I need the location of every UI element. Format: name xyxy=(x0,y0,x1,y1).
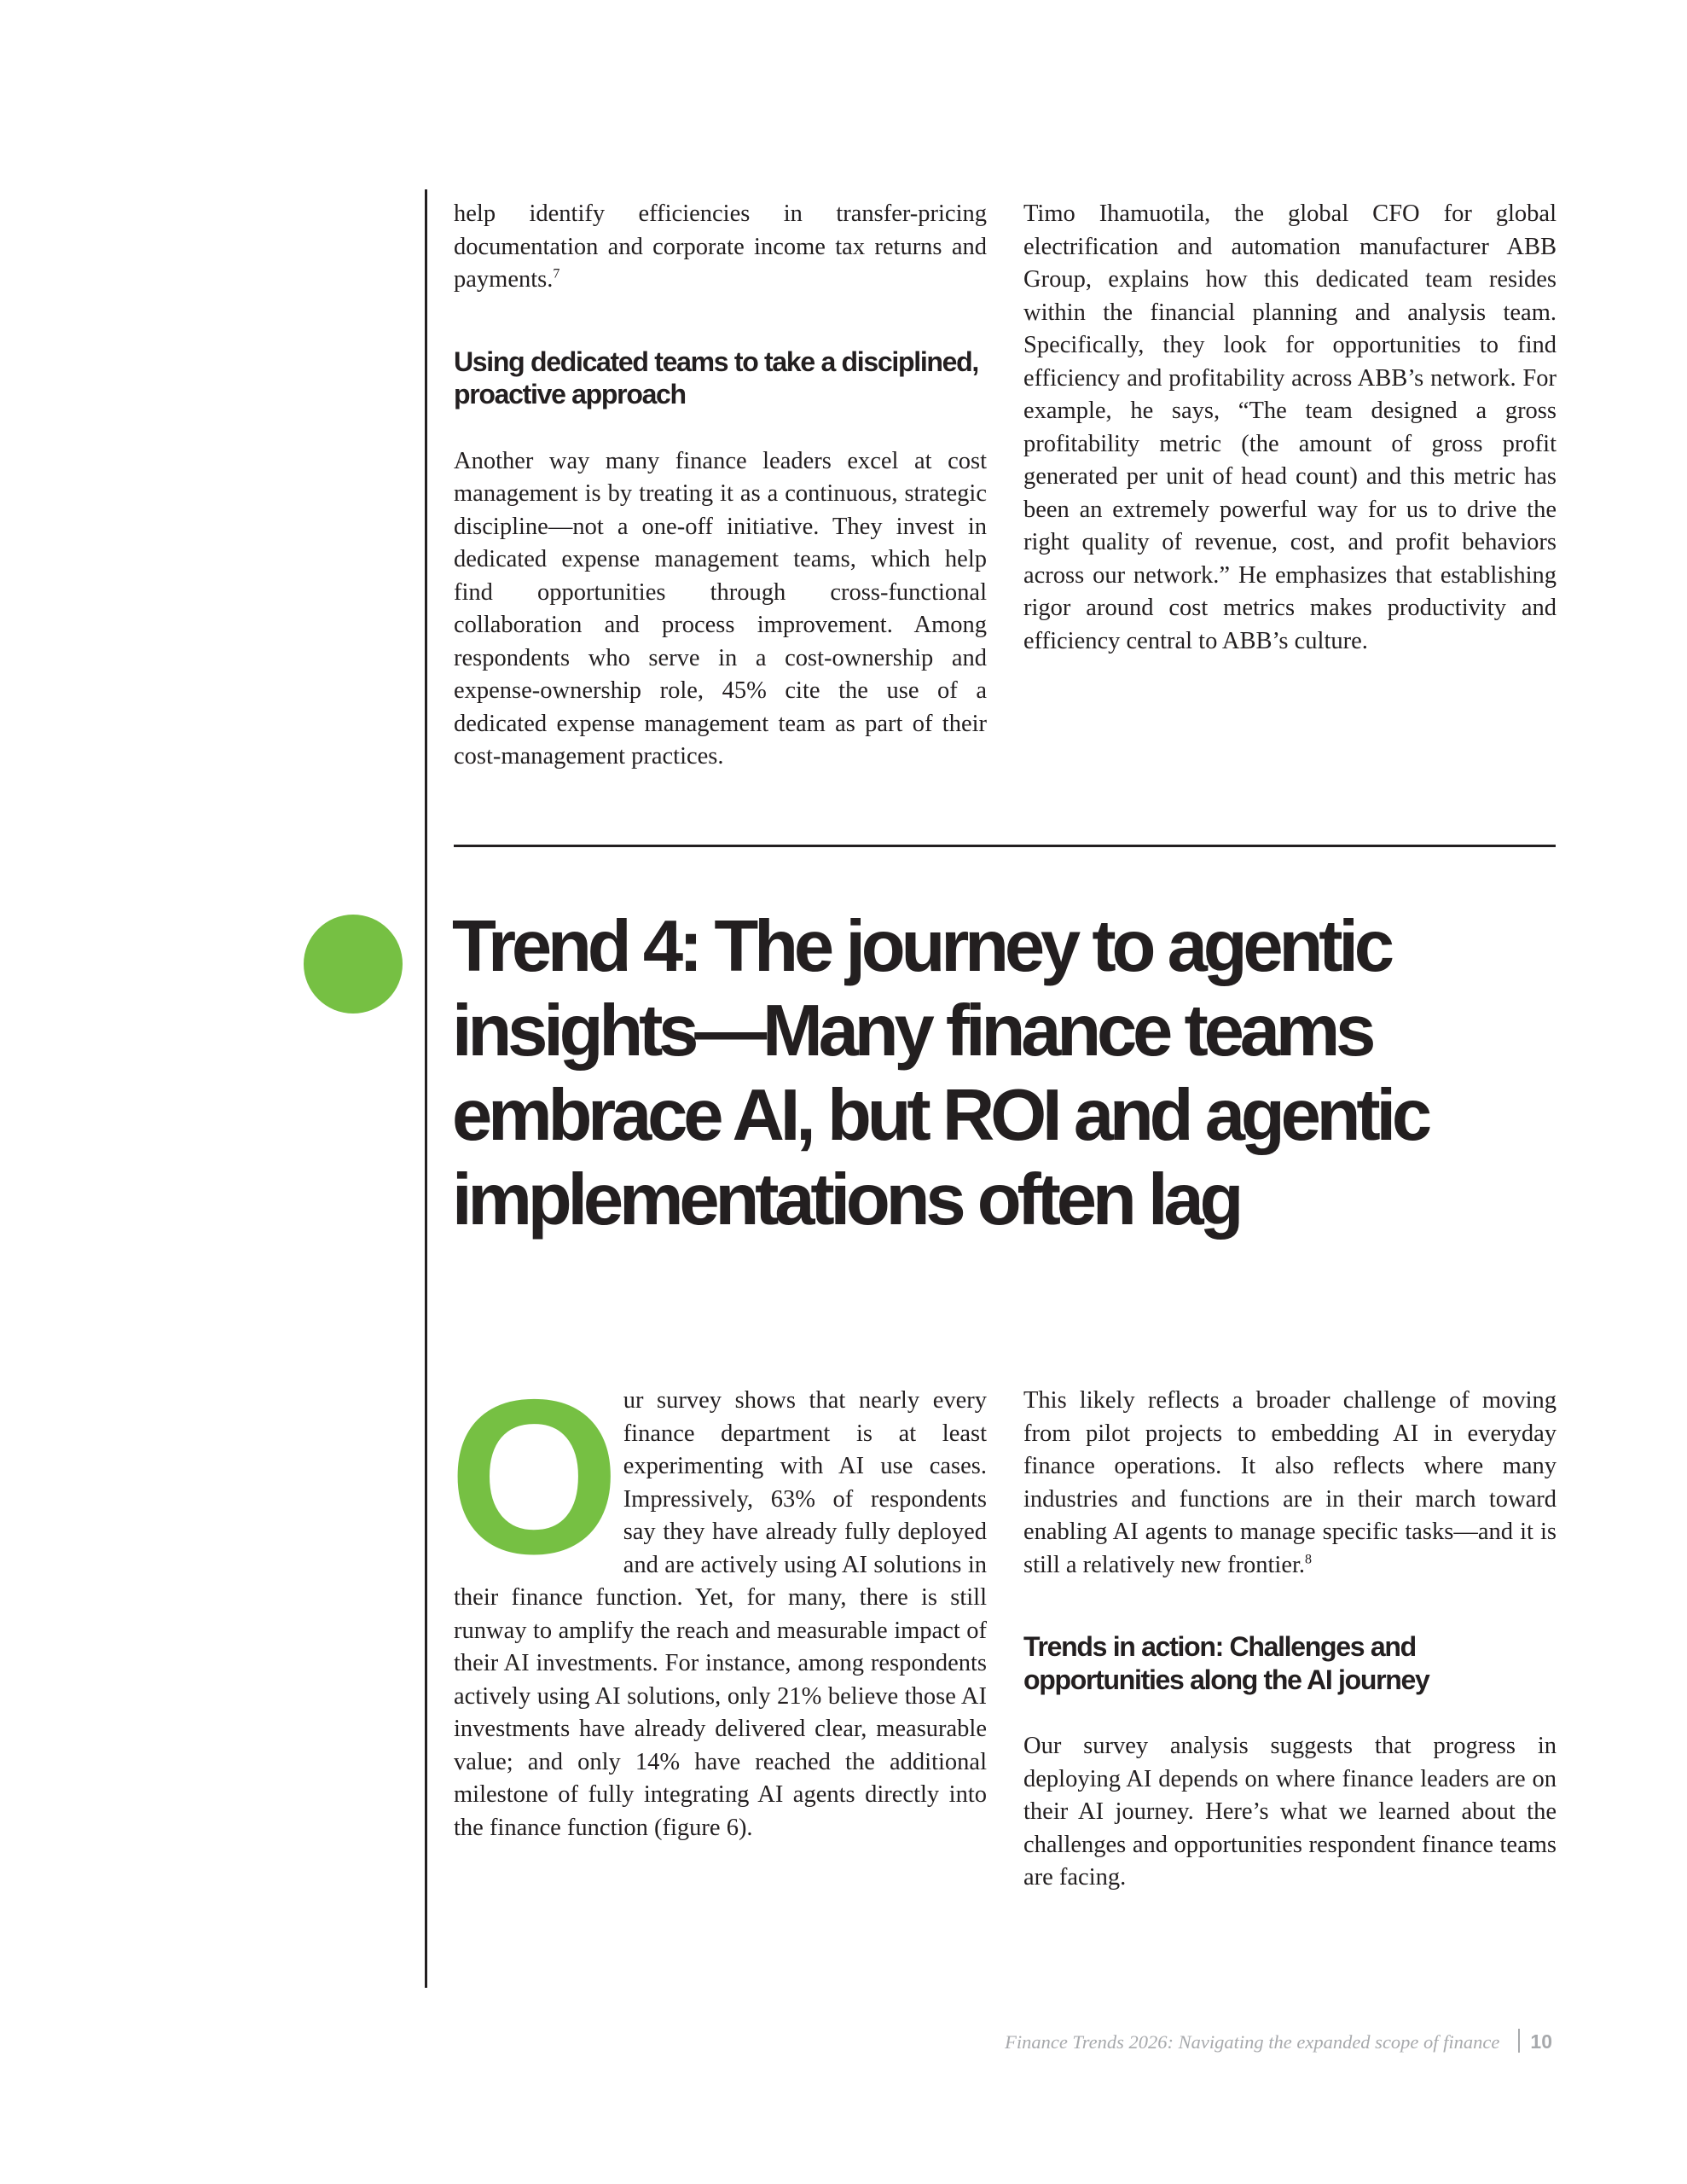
drop-cap-letter: O xyxy=(449,1353,615,1600)
bottom-left-column xyxy=(449,1353,987,1844)
bottom-right-column xyxy=(1023,1385,1557,1895)
top-left-column xyxy=(454,198,987,774)
trends-in-action-subhead: Trends in action: Challenges and opportunities along the AI journey xyxy=(1023,1631,1429,1695)
footnote-7: 7 xyxy=(553,266,560,282)
cost-management-paragraph: Another way many finance leaders excel at cost management is by treating it as a continuous, strategic discipline—not a one-off initiative. They invest in dedicated expense management teams, which help find opportunities through cross-functional collaboration and process improvement. Among respondents who serve in a cost-ownership and expense-ownership role, 45% cite the use of a dedicated expense management team as part of their cost-management practices. xyxy=(454,447,987,770)
page-number: 10 xyxy=(1530,2030,1552,2053)
ai-survey-paragraph: Our survey shows that nearly every finance department is at least experimenting with AI use cases. Impressively, 63% of respondents say they have already fully deployed and are actively using AI solutions in their finance function. Yet, for many, there is still runway to amplify the reach and measurable impact of their AI investments. For instance, among respondents actively using AI solutions, only 21% believe those AI investments have already delivered clear, measurable value; and only 14% have reached the additional milestone of fully integrating AI agents directly into the finance function (figure 6). xyxy=(449,1353,987,1841)
intro-paragraph: help identify efficiencies in transfer-pricing documentation and corporate income tax returns and payments.$^7$ xyxy=(454,200,987,293)
dedicated-teams-subhead: Using dedicated teams to take a disciplined, proactive approach xyxy=(454,346,978,410)
pilot-projects-paragraph: This likely reflects a broader challenge of moving from pilot projects to embedding AI in everyday finance operations. It also reflects where many industries and functions are in their march toward enabling AI agents to manage specific tasks—and it is still a relatively new frontier.$^8$ xyxy=(1023,1387,1557,1578)
abb-cfo-paragraph: Timo Ihamuotila, the global CFO for global electrification and automation manufacturer ABB Group, explains how this dedicated team resides within the financial planning and analysis team. Specifically, they look for opportunities to find efficiency and profitability across ABB’s network. For example, he says, “The team designed a gross profitability metric (the amount of gross profit generated per unit of head count) and this metric has been an extremely powerful way for us to drive the right quality of revenue, cost, and profit behaviors across our network.” He emphasizes that establishing rigor around cost metrics makes productivity and efficiency central to ABB’s culture. xyxy=(1023,200,1557,654)
footer-title: Finance Trends 2026: Navigating the expanded scope of finance xyxy=(1005,2031,1500,2053)
section-divider xyxy=(454,845,1556,847)
footnote-8: 8 xyxy=(1305,1552,1313,1566)
footer-separator xyxy=(1518,2029,1520,2053)
trend-4-heading: Trend 4: The journey to agentic insights—Many finance teams embrace AI, but ROI and agentic implementations often lag xyxy=(452,906,1428,1240)
page-footer xyxy=(853,2029,1552,2053)
green-circle-bullet xyxy=(304,915,403,1014)
top-right-column xyxy=(1023,198,1557,658)
ai-journey-paragraph: Our survey analysis suggests that progress in deploying AI depends on where finance leaders are on their AI journey. Here’s what we learned about the challenges and opportunities respondent finance teams are facing. xyxy=(1023,1733,1557,1891)
left-vertical-rule xyxy=(425,189,427,1988)
